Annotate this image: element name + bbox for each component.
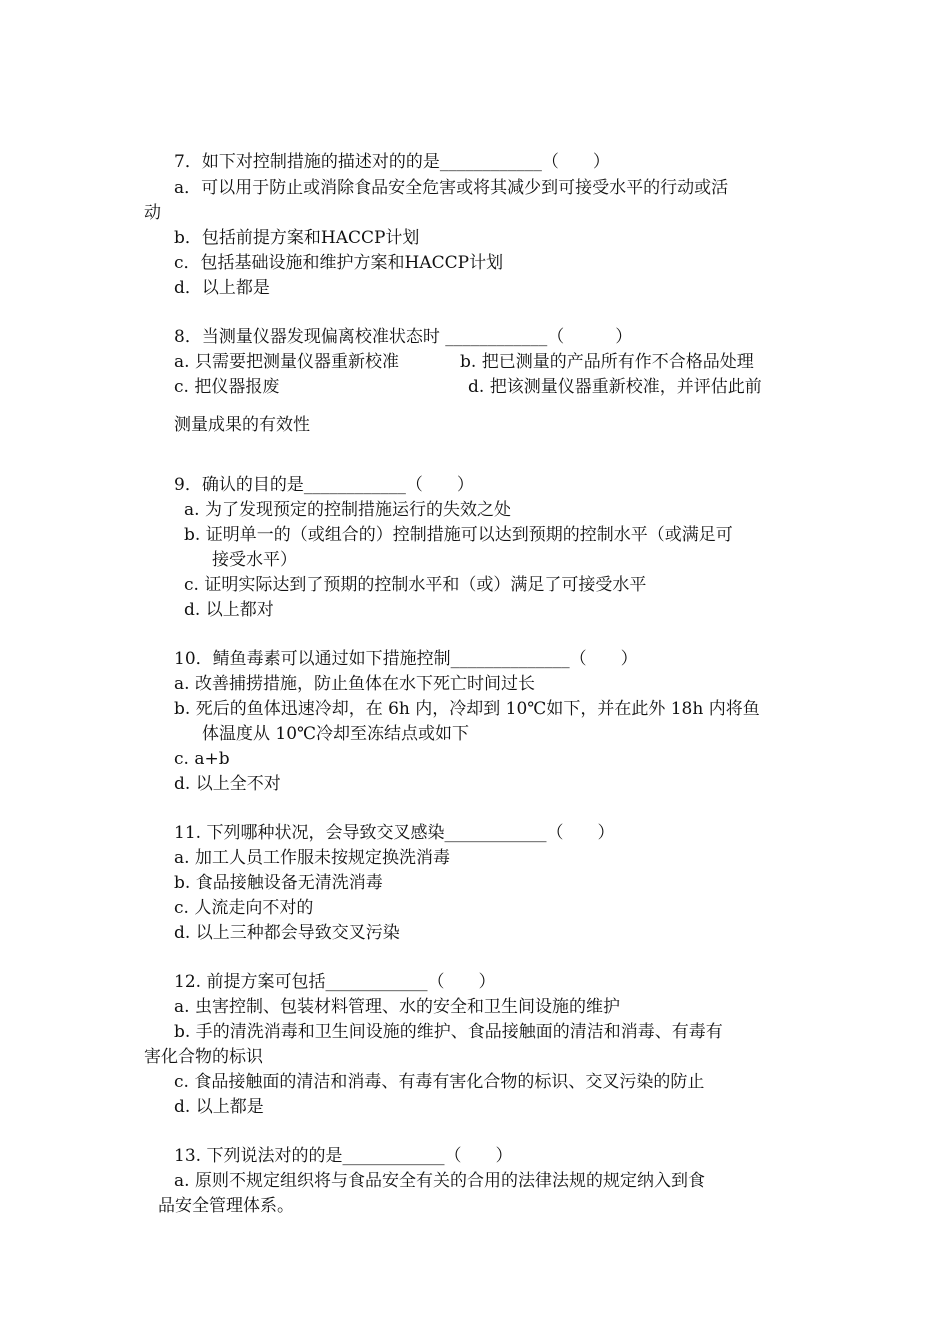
q8-option-c: c. 把仪器报废 — [174, 377, 280, 397]
q8-option-d: d. 把该测量仪器重新校准，并评估此前 — [468, 377, 762, 397]
q8-stem: 8．当测量仪器发现偏离校准状态时 ____________（ ） — [174, 327, 633, 347]
q7-option-d: d．以上都是 — [174, 278, 270, 298]
q10-option-b-cont: 体温度从 10℃冷却至冻结点或如下 — [202, 724, 470, 744]
q10-option-d: d. 以上全不对 — [174, 774, 281, 794]
q12-option-a: a. 虫害控制、包装材料管理、水的安全和卫生间设施的维护 — [174, 997, 620, 1017]
q12-option-c: c. 食品接触面的清洁和消毒、有毒有害化合物的标识、交叉污染的防止 — [174, 1072, 705, 1092]
q9-option-d: d. 以上都对 — [184, 600, 274, 620]
q7-option-a: a．可以用于防止或消除食品安全危害或将其减少到可接受水平的行动或活 — [174, 178, 729, 198]
q7-option-b: b．包括前提方案和HACCP计划 — [174, 228, 420, 248]
q11-option-c: c. 人流走向不对的 — [174, 898, 314, 918]
q7-stem: 7．如下对控制措施的描述对的的是____________（ ） — [174, 152, 610, 172]
q12-option-b-cont: 害化合物的标识 — [144, 1047, 263, 1067]
q9-option-c: c. 证明实际达到了预期的控制水平和（或）满足了可接受水平 — [184, 575, 647, 595]
q13-option-a-cont: 品安全管理体系。 — [158, 1196, 294, 1216]
q10-option-a: a. 改善捕捞措施，防止鱼体在水下死亡时间过长 — [174, 674, 535, 694]
q12-option-d: d. 以上都是 — [174, 1097, 264, 1117]
q8-option-b: b. 把已测量的产品所有作不合格品处理 — [460, 352, 754, 372]
q13-option-a: a. 原则不规定组织将与食品安全有关的合用的法律法规的规定纳入到食 — [174, 1171, 705, 1191]
q11-option-a: a. 加工人员工作服未按规定换洗消毒 — [174, 848, 450, 868]
q12-stem: 12. 前提方案可包括____________（ ） — [174, 972, 496, 992]
q13-stem: 13. 下列说法对的的是____________（ ） — [174, 1146, 513, 1166]
q8-option-a: a. 只需要把测量仪器重新校准 — [174, 352, 399, 372]
q7-option-c: c．包括基础设施和维护方案和HACCP计划 — [174, 253, 504, 273]
q9-option-a: a. 为了发现预定的控制措施运行的失效之处 — [184, 500, 511, 520]
q11-option-d: d. 以上三种都会导致交叉污染 — [174, 923, 400, 943]
q9-option-b: b. 证明单一的（或组合的）控制措施可以达到预期的控制水平（或满足可 — [184, 525, 733, 545]
q9-stem: 9．确认的目的是____________（ ） — [174, 475, 474, 495]
q8-option-d-cont: 测量成果的有效性 — [174, 415, 310, 435]
q12-option-b: b. 手的清洗消毒和卫生间设施的维护、食品接触面的清洁和消毒、有毒有 — [174, 1022, 723, 1042]
q10-stem: 10．鲭鱼毒素可以通过如下措施控制______________（ ） — [174, 649, 638, 669]
q10-option-b: b. 死后的鱼体迅速冷却，在 6h 内，冷却到 10℃如下，并在此外 18h 内将鱼 — [174, 699, 760, 719]
q7-option-a-cont: 动 — [144, 203, 161, 223]
q9-option-b-cont: 接受水平） — [212, 550, 297, 570]
q11-stem: 11. 下列哪种状况，会导致交叉感染____________（ ） — [174, 823, 615, 843]
q10-option-c: c. a+b — [174, 749, 230, 769]
q11-option-b: b. 食品接触设备无清洗消毒 — [174, 873, 383, 893]
